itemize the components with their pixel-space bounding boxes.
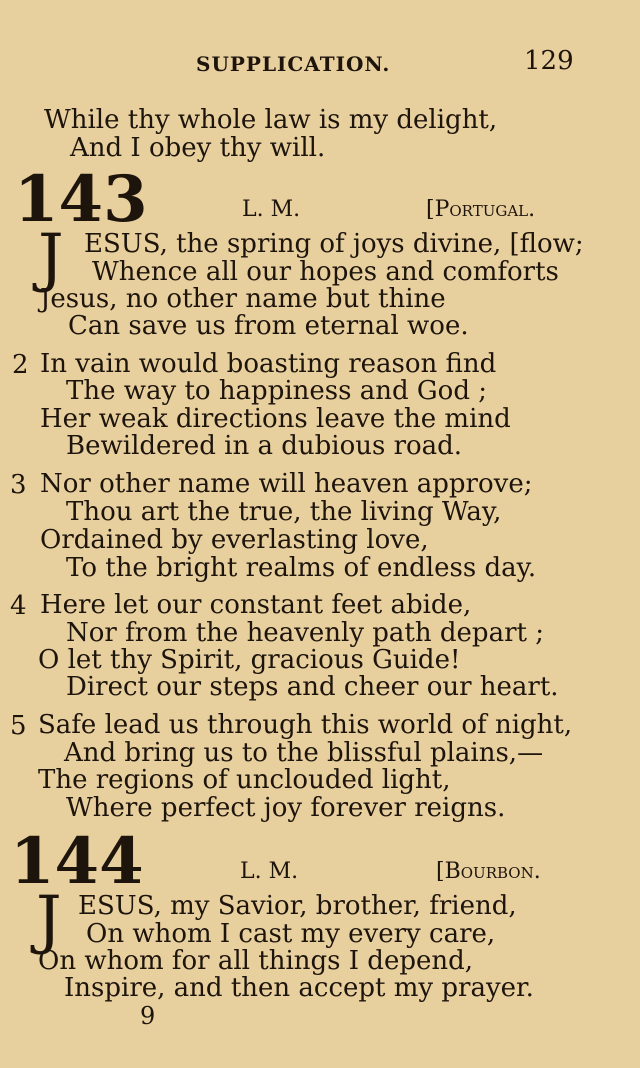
carryover-line-2: And I obey thy will. <box>70 133 326 163</box>
hymn-tune: [Portugal. <box>426 197 536 222</box>
stanza-line: Nor other name will heaven approve; <box>40 469 533 499</box>
stanza-line: Can save us from eternal woe. <box>68 311 469 341</box>
stanza-line: Bewildered in a dubious road. <box>66 431 463 461</box>
stanza-line: Where perfect joy forever reigns. <box>66 793 506 823</box>
stanza-line: Her weak directions leave the mind <box>40 404 511 434</box>
hymn-meter: L. M. <box>240 859 299 884</box>
running-header: SUPPLICATION. <box>196 52 391 76</box>
stanza-line: Whence all our hopes and comforts <box>92 257 559 287</box>
carryover-line-1: While thy whole law is my delight, <box>44 105 498 135</box>
stanza-line: Here let our constant feet abide, <box>40 590 472 620</box>
drop-cap: J <box>36 883 62 957</box>
stanza-line: Safe lead us through this world of night, <box>38 710 573 740</box>
drop-cap: J <box>38 221 64 295</box>
stanza-line: On whom I cast my every care, <box>86 919 496 949</box>
stanza-line: Inspire, and then accept my prayer. <box>64 973 534 1003</box>
stanza-line: Jesus, no other name but thine <box>40 284 446 314</box>
stanza-number: 3 <box>10 470 27 500</box>
stanza-line: The regions of unclouded light, <box>38 765 451 795</box>
stanza-line: On whom for all things I depend, <box>38 946 474 976</box>
stanza-line: Thou art the true, the living Way, <box>66 497 502 527</box>
stanza-number: 5 <box>10 711 27 741</box>
stanza-line: And bring us to the blissful plains,— <box>64 738 544 768</box>
hymn-meter: L. M. <box>242 197 301 222</box>
stanza-line: The way to happiness and God ; <box>66 376 487 406</box>
stanza-line: In vain would boasting reason find <box>40 349 497 379</box>
hymn-number: 144 <box>10 824 144 899</box>
signature-mark: 9 <box>140 1002 156 1030</box>
hymn-tune: [Bourbon. <box>436 859 541 884</box>
stanza-line: To the bright realms of endless day. <box>66 553 537 583</box>
stanza-number: 2 <box>12 350 29 380</box>
stanza-line: O let thy Spirit, gracious Guide! <box>38 645 461 675</box>
page-number: 129 <box>524 46 574 76</box>
stanza-line: Nor from the heavenly path depart ; <box>66 618 544 648</box>
stanza-line: Direct our steps and cheer our heart. <box>66 672 559 702</box>
stanza-number: 4 <box>10 591 27 621</box>
stanza-line: ESUS, the spring of joys divine, [flow; <box>84 229 584 259</box>
stanza-line: ESUS, my Savior, brother, friend, <box>78 891 517 921</box>
hymn-number: 143 <box>14 162 148 237</box>
stanza-line: Ordained by everlasting love, <box>40 525 429 555</box>
